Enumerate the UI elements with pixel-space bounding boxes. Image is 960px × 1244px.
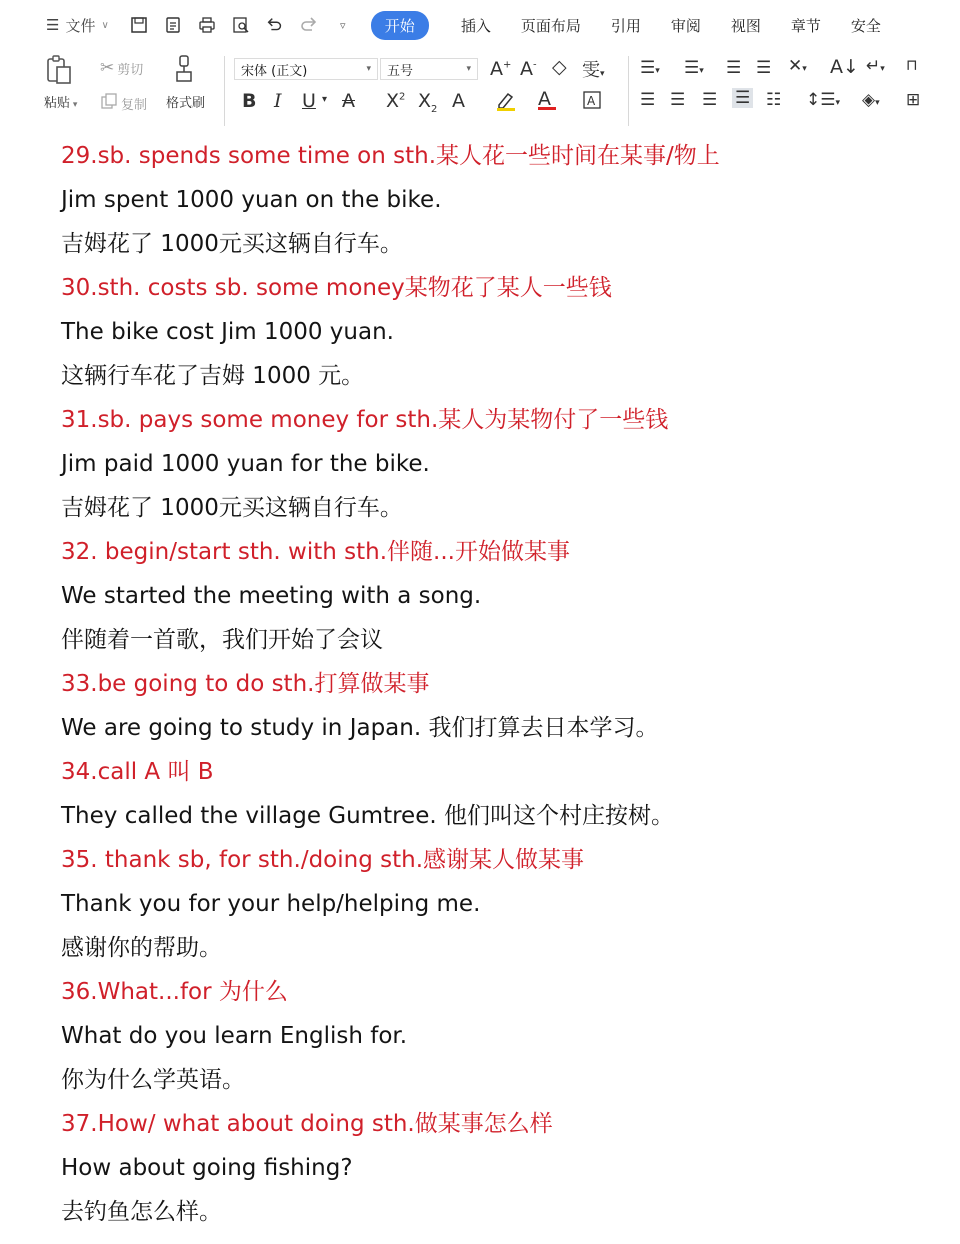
format-painter-button[interactable] [166,54,205,111]
clear-format-icon[interactable]: ◇ [552,56,567,78]
example-sentence: What do you learn English for. [61,1023,408,1049]
bullet-list-icon[interactable]: ☰▾ [640,58,660,78]
menu-bar [0,0,960,50]
chevron-down-icon: ▾ [466,64,471,74]
document-body[interactable] [61,134,941,1234]
quick-access-toolbar [129,15,353,35]
font-name-select[interactable] [234,58,378,80]
font-size-select[interactable] [380,58,478,80]
phrase-heading: 36.What...for 为什么 [61,979,288,1005]
font-color-icon[interactable]: A [538,88,556,110]
chevron-down-icon[interactable]: ▾ [322,94,328,105]
strikethrough-icon[interactable]: A [342,90,355,112]
copy-label: 复制 [121,97,148,113]
phrase-heading: 34.call A 叫 B [61,759,214,785]
phrase-heading: 37.How/ what about doing sth.做某事怎么样 [61,1111,553,1137]
example-sentence: 去钓鱼怎么样。 [61,1199,222,1225]
ruler-icon[interactable]: ⊓ [906,56,918,74]
highlight-icon[interactable] [494,88,518,117]
text-effect-icon[interactable]: A [452,90,465,112]
example-sentence: 伴随着一首歌，我们开始了会议 [61,627,383,653]
copy-icon [100,92,118,114]
export-pdf-icon[interactable] [163,15,183,35]
example-sentence: Jim paid 1000 yuan for the bike. [61,451,430,477]
line-spacing-icon[interactable]: ↕☰▾ [806,90,841,110]
chinese-layout-icon[interactable]: ✕▾ [788,56,807,76]
tab-section[interactable]: 章节 [790,16,821,35]
redo-icon[interactable] [299,15,319,35]
example-sentence: 你为什么学英语。 [61,1067,245,1093]
scissors-icon: ✂ [100,58,115,78]
numbered-list-icon[interactable]: ☰▾ [684,58,704,78]
justify-icon[interactable]: ☰ [732,88,753,108]
ribbon-tabs [371,11,911,40]
example-sentence: 吉姆花了 1000元买这辆自行车。 [61,231,403,257]
tab-review[interactable]: 审阅 [670,16,701,35]
sort-icon[interactable]: A↓ [830,56,859,78]
print-icon[interactable] [197,15,217,35]
phrase-heading: 35. thank sb, for sth./doing sth.感谢某人做某事 [61,847,585,873]
align-center-icon[interactable]: ☰ [670,90,686,110]
align-left-icon[interactable]: ☰ [640,90,656,110]
ribbon-home [0,50,960,132]
example-sentence: How about going fishing? [61,1155,353,1181]
italic-button[interactable]: I [274,90,282,112]
undo-icon[interactable] [265,15,285,35]
phrase-heading: 30.sth. costs sb. some money某物花了某人一些钱 [61,275,612,301]
cut-label: 剪切 [117,62,144,78]
brush-icon [173,54,199,88]
align-right-icon[interactable]: ☰ [702,90,718,110]
bold-button[interactable]: B [242,90,257,112]
phrase-heading: 31.sb. pays some money for sth.某人为某物付了一些钱 [61,407,669,433]
svg-text:A: A [587,94,596,108]
increase-font-icon[interactable]: A+ [490,58,512,80]
example-sentence: We started the meeting with a song. [61,583,482,609]
font-name-value: 宋体 (正文) [241,63,308,79]
example-sentence: We are going to study in Japan. 我们打算去日本学习。 [61,715,659,741]
chevron-down-icon: ∨ [101,19,109,31]
print-preview-icon[interactable] [231,15,251,35]
example-sentence: 感谢你的帮助。 [61,935,222,961]
phrase-heading: 29.sb. spends some time on sth.某人花一些时间在某事/物上 [61,143,720,169]
decrease-font-icon[interactable]: A- [520,58,537,80]
tab-view[interactable]: 视图 [730,16,761,35]
decrease-indent-icon[interactable]: ☰ [726,58,742,78]
tab-page-layout[interactable]: 页面布局 [520,16,581,35]
character-border-icon[interactable] [582,90,602,115]
chevron-down-icon: ▾ [366,64,371,74]
format-painter-label: 格式刷 [166,96,206,111]
tab-home[interactable]: 开始 [371,11,429,40]
example-sentence: They called the village Gumtree. 他们叫这个村庄按树。 [61,803,674,829]
example-sentence: 吉姆花了 1000元买这辆自行车。 [61,495,403,521]
tab-references[interactable]: 引用 [610,16,641,35]
phrase-heading: 32. begin/start sth. with sth.伴随...开始做某事 [61,539,570,565]
underline-button[interactable]: U [302,90,316,112]
tab-insert[interactable]: 插入 [460,16,491,35]
increase-indent-icon[interactable]: ☰ [756,58,772,78]
distributed-icon[interactable]: ☷ [766,90,782,110]
tab-security[interactable]: 安全 [850,16,881,35]
borders-icon[interactable]: ⊞ [906,90,921,110]
copy-button[interactable] [100,92,147,114]
paste-label: 粘贴 [44,96,71,111]
save-icon[interactable] [129,15,149,35]
hamburger-icon: ☰ [46,16,60,34]
clipboard-icon [44,54,74,90]
example-sentence: Thank you for your help/helping me. [61,891,481,917]
phrase-heading: 33.be going to do sth.打算做某事 [61,671,430,697]
superscript-icon[interactable]: $X^2$ [386,90,406,112]
show-marks-icon[interactable]: ↵▾ [866,56,885,76]
shading-icon[interactable]: ◈▾ [862,90,880,110]
cut-button[interactable] [100,58,143,78]
ribbon-divider [628,56,629,126]
ribbon-divider [224,56,225,126]
customize-toolbar-icon[interactable]: ▿ [340,18,346,32]
example-sentence: 这辆行车花了吉姆 1000 元。 [61,363,365,389]
subscript-icon[interactable]: $X_2$ [418,90,438,115]
example-sentence: The bike cost Jim 1000 yuan. [61,319,394,345]
font-size-value: 五号 [387,63,414,79]
phonetic-guide-icon[interactable]: 雯▾ [582,60,605,81]
example-sentence: Jim spent 1000 yuan on the bike. [61,187,442,213]
file-menu[interactable] [46,15,109,36]
paste-button[interactable]: 粘贴 ▾ [44,54,77,111]
file-menu-label: 文件 [65,16,96,35]
